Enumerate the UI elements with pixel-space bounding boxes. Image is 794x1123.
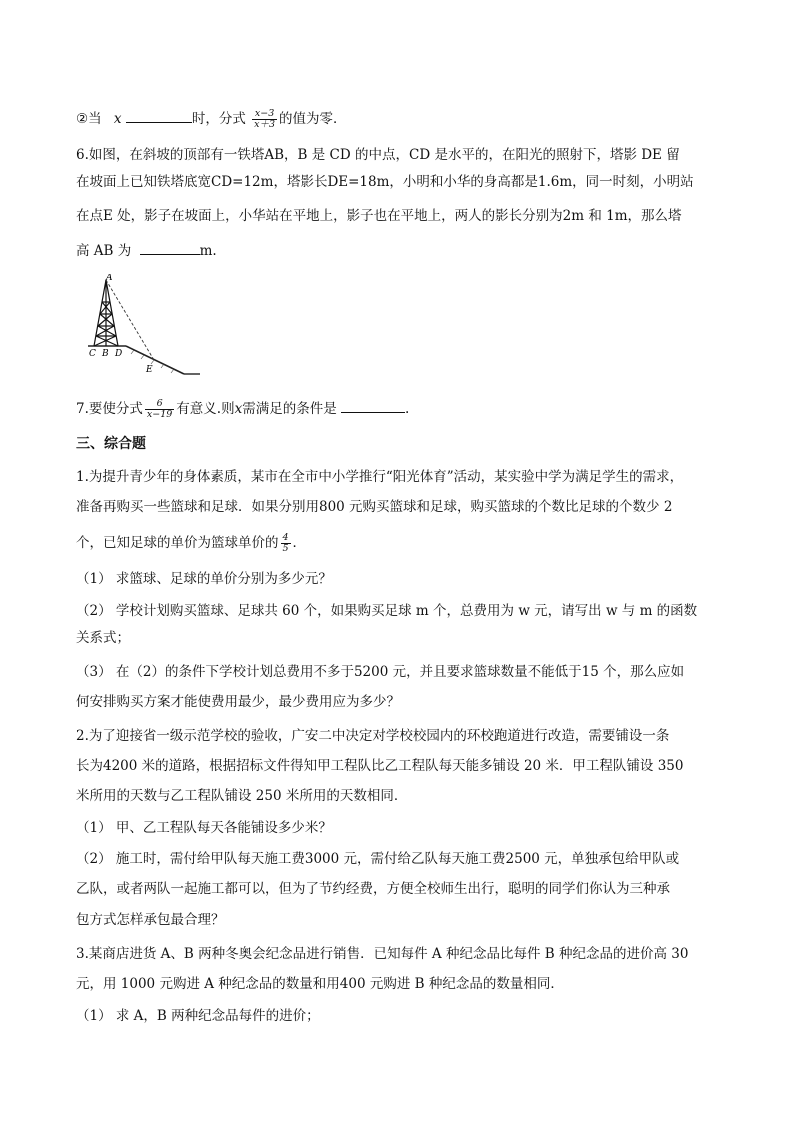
answer-blank[interactable]	[140, 240, 200, 255]
p1-sub-2-line-1: （2） 学校计划购买篮球、足球共 60 个，如果购买足球 m 个，总费用为 w 元，请写出 w 与 m 的函数	[76, 603, 698, 619]
fraction: $\frac{6}{x-19}$	[146, 398, 173, 420]
p1-sub-1: （1） 求篮球、足球的单价分别为多少元？	[76, 571, 332, 587]
p1-line-3	[76, 533, 306, 554]
p2-line-2: 长为4200 米的道路，根据招标文件得知甲工程队比乙工程队每天能多铺设 20 米．甲工程队铺设 350	[76, 758, 684, 774]
tower-shadow-figure	[84, 274, 204, 384]
p1-line-2: 准备再购买一些篮球和足球．如果分别用800 元购买篮球和足球，购买篮球的个数比足球的个数少 2	[76, 499, 673, 515]
p2-sub-2-line-1: （2） 施工时，需付给甲队每天施工费3000 元，需付给乙队每天施工费2500 元，单独承包给甲队或	[76, 851, 680, 867]
text: 需满足的条件是	[242, 401, 337, 417]
variable: x	[234, 401, 243, 417]
fraction: $\frac{x-3}{x+3}$	[254, 108, 276, 130]
question-7	[76, 398, 409, 420]
p2-line-3: 米所用的天数与乙工程队铺设 250 米所用的天数相同．	[76, 788, 408, 804]
p1-sub-3-line-2: 何安排购买方案才能使费用最少，最少费用应为多少？	[76, 694, 400, 710]
p2-sub-2-line-2: 乙队，或者两队一起施工都可以，但为了节约经费，方便全校师生出行，聪明的同学们你认为三种承	[76, 881, 670, 897]
text: 个，已知足球的单价为篮球单价的	[76, 535, 279, 551]
text: ．	[292, 535, 307, 551]
label-E: E	[146, 365, 153, 375]
p3-sub-1: （1） 求 A，B 两种纪念品每件的进价；	[76, 1008, 320, 1024]
question-5-part-2	[76, 108, 347, 130]
answer-blank[interactable]	[126, 108, 192, 123]
q6-line-4	[76, 240, 217, 261]
text: 7.要使分式	[76, 401, 143, 417]
p1-sub-3-line-1: （3） 在（2）的条件下学校计划总费用不多于5200 元，并且要求篮球数量不能低于15 个，那么应如	[76, 664, 685, 680]
q6-line-2: 在坡面上已知铁塔底宽CD=12m，塔影长DE=18m，小明和小华的身高都是1.6m，同一时刻，小明站	[76, 174, 694, 190]
p3-line-1: 3.某商店进货 A、B 两种冬奥会纪念品进行销售．已知每件 A 种纪念品比每件 B 种纪念品的进价高 30	[76, 946, 689, 962]
text: 当	[88, 111, 102, 127]
circled-number: ②	[76, 111, 89, 127]
p1-line-1: 1.为提升青少年的身体素质，某市在全市中小学推行“阳光体育”活动，某实验中学为满足学生的需求，	[76, 469, 684, 485]
text: 高 AB 为	[76, 243, 132, 259]
q6-line-1: 6.如图，在斜坡的顶部有一铁塔AB，B 是 CD 的中点，CD 是水平的，在阳光的照射下，塔影 DE 留	[76, 147, 680, 163]
label-D: D	[115, 349, 123, 359]
fraction: $\frac{4}{5}$	[282, 532, 289, 554]
label-A: A	[106, 274, 113, 283]
p2-line-1: 2.为了迎接省一级示范学校的验收，广安二中决定对学校校园内的环校跑道进行改造，需要铺设一条	[76, 728, 670, 744]
text: .	[405, 401, 410, 417]
section-heading: 三、综合题	[76, 436, 146, 452]
text: 时，分式	[191, 111, 246, 127]
text: 有意义.则	[176, 401, 235, 417]
text: m.	[199, 243, 217, 259]
p1-sub-2-line-2: 关系式；	[76, 630, 130, 646]
label-B: B	[102, 349, 109, 359]
p3-line-2: 元，用 1000 元购进 A 种纪念品的数量和用400 元购进 B 种纪念品的数量相同．	[76, 976, 564, 992]
p2-sub-1: （1） 甲、乙工程队每天各能铺设多少米？	[76, 820, 332, 836]
label-C: C	[89, 349, 96, 359]
answer-blank[interactable]	[341, 398, 405, 413]
variable: x	[113, 111, 122, 127]
text: 的值为零．	[279, 111, 347, 127]
q6-line-3: 在点E 处，影子在坡面上，小华站在平地上，影子也在平地上，两人的影长分别为2m 和 1m，那么塔	[76, 208, 682, 224]
p2-sub-2-line-3: 包方式怎样承包最合理？	[76, 912, 225, 928]
